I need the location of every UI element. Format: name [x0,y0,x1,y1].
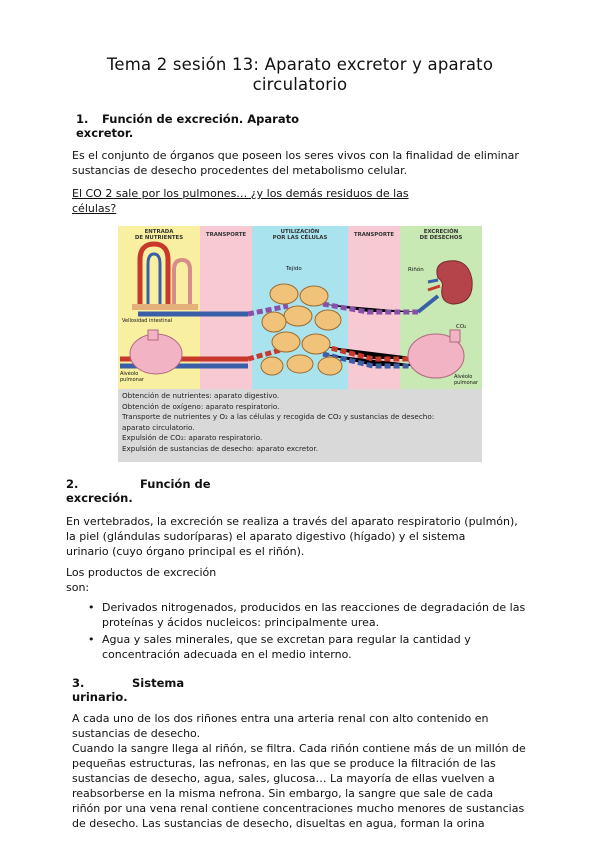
section-2-paragraph [66,514,532,559]
section-3-heading-b: urinario. [72,690,128,704]
legend-line: Obtención de nutrientes: aparato digestivo. [122,391,280,400]
list-item [78,600,538,630]
col-title-entrada: ENTRADA DE NUTRIENTES [134,229,184,241]
figure-legend [118,389,482,462]
para-line: la piel (glándulas sudoríparas) el aparato digestivo (hígado) y el sistema [66,530,466,543]
col-title-utilizacion: UTILIZACIÓN POR LAS CÉLULAS [272,229,328,241]
para-line: sustancias de desecho, agua, sales, glucosa… La mayoría de ellas vuelven a [72,772,495,785]
para-line: urinario (cuyo órgano principal es el riñón). [66,545,305,558]
label-alveolo-right: Alvéolo pulmonar [454,374,478,386]
title-line-1: Tema 2 sesión 13: Aparato excretor y aparato [106,55,494,74]
section-1-question [72,186,532,216]
legend-line: Transporte de nutrientes y O₂ a las células y recogida de CO₂ y sustancias de desecho: [122,412,435,421]
page-title [60,55,540,95]
section-2-heading-b: excreción. [66,491,133,505]
label-vellosidad: Vellosidad intestinal [122,318,173,324]
figure-illustration [118,226,482,389]
col-title-transporte-2: TRANSPORTE [353,232,395,238]
bullet-text: Agua y sales minerales, que se excretan para regular la cantidad y [102,633,471,646]
section-3-heading-a: Sistema [132,676,185,690]
products-intro [66,565,216,595]
para-line: Es el conjunto de órganos que poseen los seres vivos con la finalidad de eliminar [72,149,519,162]
para-line: reabsorberse en la misma nefrona. Sin embargo, la sangre que sale de cada [72,787,494,800]
bullet-text: concentración adecuada en el medio interno. [102,648,352,661]
col-title-transporte-1: TRANSPORTE [205,232,247,238]
legend-line: Expulsión de sustancias de desecho: aparato excretor. [122,443,319,453]
section-1-heading-b: excretor. [76,126,134,140]
para-line: En vertebrados, la excreción se realiza a través del aparato respiratorio (pulmón), [66,515,518,528]
bullet-icon: • [88,601,95,614]
label-rinon: Riñón [408,267,424,273]
legend-line: aparato circulatorio. [122,422,195,432]
bullet-icon: • [88,633,95,646]
section-3-number: 3. [72,676,85,690]
bullet-text: proteínas y ácidos nucleicos: principalmente urea. [102,616,380,629]
list-item [78,632,538,662]
section-2-heading-a: Función de [140,477,211,491]
question-line: células? [72,202,117,215]
title-line-2: circulatorio [252,75,348,94]
section-1-heading-a: Función de excreción. Aparato [102,112,299,126]
section-2-number: 2. [66,477,79,491]
section-1-number: 1. [76,112,89,126]
section-3-paragraph [72,711,532,831]
para-line: Cuando la sangre llega al riñón, se filtra. Cada riñón contiene más de un millón de [72,742,526,755]
excretion-figure [118,226,482,462]
para-line: de desecho. Las sustancias de desecho, disueltas en agua, forman la orina [72,817,485,830]
label-co2: CO₂ [456,324,467,330]
label-alveolo-left: Alvéolo pulmonar [120,371,144,383]
question-line: El CO 2 sale por los pulmones… ¿y los demás residuos de las [72,187,409,200]
section-1-paragraph [72,148,532,178]
para-line: riñón por una vena renal contiene concentraciones mucho menores de sustancias [72,802,525,815]
para-line: sustancias de desecho. [72,727,201,740]
para-line: sustancias de desecho procedentes del metabolismo celular. [72,164,408,177]
excretion-products-list [78,600,538,664]
bullet-text: Derivados nitrogenados, producidos en las reacciones de degradación de las [102,601,526,614]
para-line: A cada uno de los dos riñones entra una arteria renal con alto contenido en [72,712,489,725]
legend-line: Obtención de oxígeno: aparato respiratorio. [122,401,280,411]
legend-line: Expulsión de CO₂: aparato respiratorio. [122,433,263,442]
products-line: son: [66,581,90,594]
para-line: pequeñas estructuras, las nefronas, en las que se produce la filtración de las [72,757,496,770]
products-line: Los productos de excreción [66,566,217,579]
label-tejido: Tejido [286,266,302,272]
col-title-excrecion: EXCRECIÓN DE DESECHOS [419,229,463,241]
